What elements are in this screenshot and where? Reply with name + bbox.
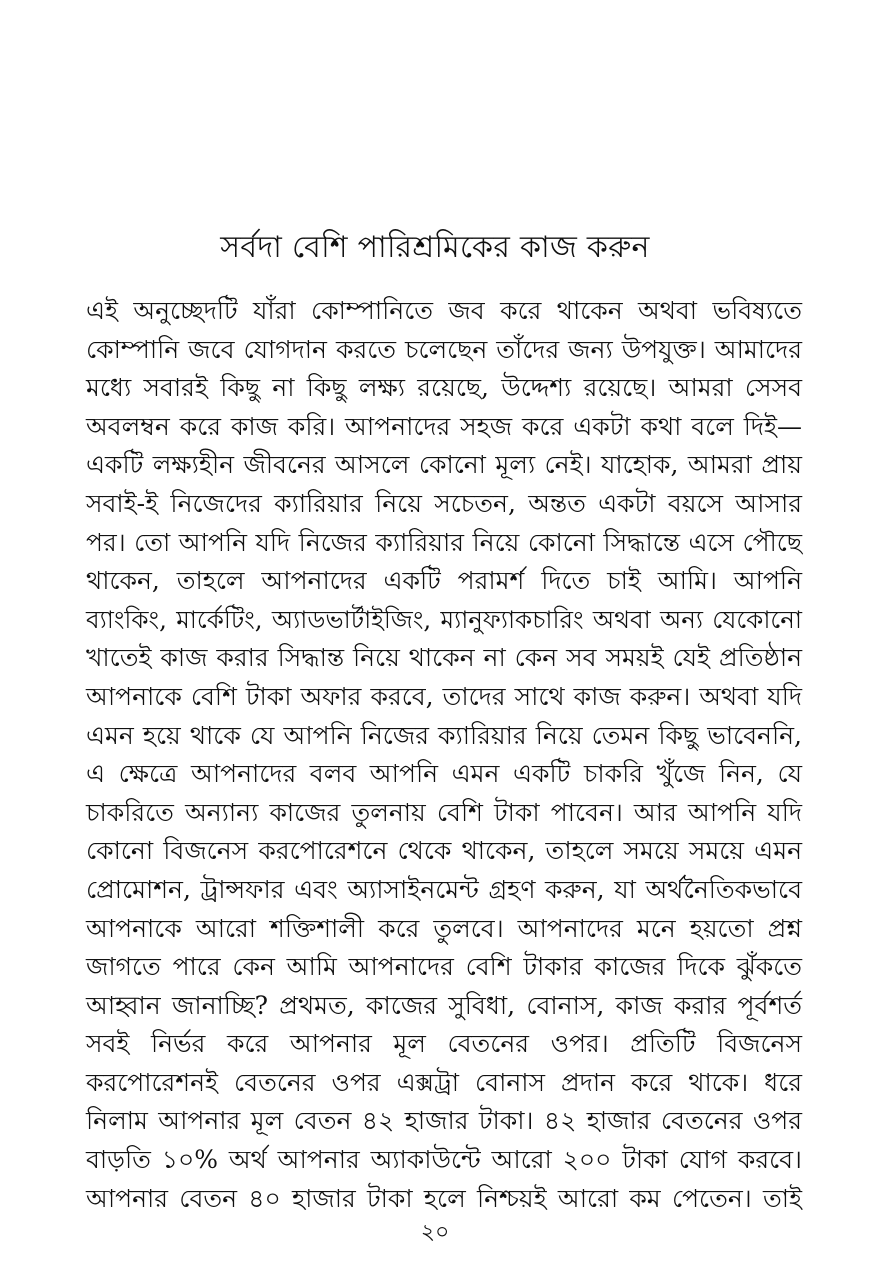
text-line: সবাই-ই নিজেদের ক্যারিয়ার নিয়ে সচেতন, অন্তত একটা বয়সে আসার (86, 488, 802, 518)
chapter-title: সর্বদা বেশি পারিশ্রমিকের কাজ করুন (220, 230, 650, 265)
text-line: করপোরেশনই বেতনের ওপর এক্সট্রা বোনাস প্রদান করে থাকে। ধরে (86, 1067, 802, 1097)
text-line: অবলম্বন করে কাজ করি। আপনাদের সহজ করে একটা কথা বলে দিই— (86, 411, 802, 441)
text-line: পর। তো আপনি যদি নিজের ক্যারিয়ার নিয়ে কোনো সিদ্ধান্তে এসে পৌছে (86, 527, 802, 557)
text-line: কোনো বিজনেস করপোরেশনে থেকে থাকেন, তাহলে সময়ে সময়ে এমন (86, 836, 802, 866)
text-line: একটি লক্ষ্যহীন জীবনের আসলে কোনো মূল্য নেই। যাহোক, আমরা প্রায় (86, 450, 802, 480)
text-line: প্রোমোশন, ট্রান্সফার এবং অ্যাসাইনমেন্ট গ্রহণ করুন, যা অর্থনৈতিকভাবে (86, 874, 802, 904)
text-line: এই অনুচ্ছেদটি যাঁরা কোম্পানিতে জব করে থাকেন অথবা ভবিষ্যতে (86, 296, 802, 325)
text-line: আপনাকে বেশি টাকা অফার করবে, তাদের সাথে কাজ করুন। অথবা যদি (86, 681, 802, 711)
text-line: বাড়তি ১০% অর্থ আপনার অ্যাকাউন্টে আরো ২০০ টাকা যোগ করবে। (86, 1145, 802, 1175)
text-line: আপনার বেতন ৪০ হাজার টাকা হলে নিশ্চয়ই আরো কম পেতেন। তাই (86, 1183, 802, 1213)
body-paragraph (86, 292, 802, 1218)
text-line: আহ্বান জানাচ্ছি? প্রথমত, কাজের সুবিধা, বোনাস, কাজ করার পূর্বশর্ত (86, 990, 802, 1020)
text-line: ব্যাংকিং, মার্কেটিং, অ্যাডভার্টাইজিং, ম্যানুফ্যাকচারিং অথবা অন্য যেকোনো (86, 604, 802, 634)
text-line: খাতেই কাজ করার সিদ্ধান্ত নিয়ে থাকেন না কেন সব সময়ই যেই প্রতিষ্ঠান (86, 643, 802, 673)
text-line: থাকেন, তাহলে আপনাদের একটি পরামর্শ দিতে চাই আমি। আপনি (86, 566, 802, 596)
text-line: মধ্যে সবারই কিছু না কিছু লক্ষ্য রয়েছে, উদ্দেশ্য রয়েছে। আমরা সেসব (86, 373, 802, 403)
text-line: এমন হয়ে থাকে যে আপনি নিজের ক্যারিয়ার নিয়ে তেমন কিছু ভাবেননি, (86, 720, 802, 750)
text-line: এ ক্ষেত্রে আপনাদের বলব আপনি এমন একটি চাকরি খুঁজে নিন, যে (86, 759, 802, 789)
text-line: সবই নির্ভর করে আপনার মূল বেতনের ওপর। প্রতিটি বিজনেস (86, 1029, 802, 1059)
text-line: জাগতে পারে কেন আমি আপনাদের বেশি টাকার কাজের দিকে ঝুঁকতে (86, 952, 802, 982)
page-number: ২০ (420, 1220, 450, 1245)
text-line: কোম্পানি জবে যোগদান করতে চলেছেন তাঁদের জন্য উপযুক্ত। আমাদের (86, 334, 802, 364)
text-line: আপনাকে আরো শক্তিশালী করে তুলবে। আপনাদের মনে হয়তো প্রশ্ন (86, 913, 802, 943)
text-line: নিলাম আপনার মূল বেতন ৪২ হাজার টাকা। ৪২ হাজার বেতনের ওপর (86, 1106, 802, 1136)
text-line: চাকরিতে অন্যান্য কাজের তুলনায় বেশি টাকা পাবেন। আর আপনি যদি (86, 797, 802, 827)
